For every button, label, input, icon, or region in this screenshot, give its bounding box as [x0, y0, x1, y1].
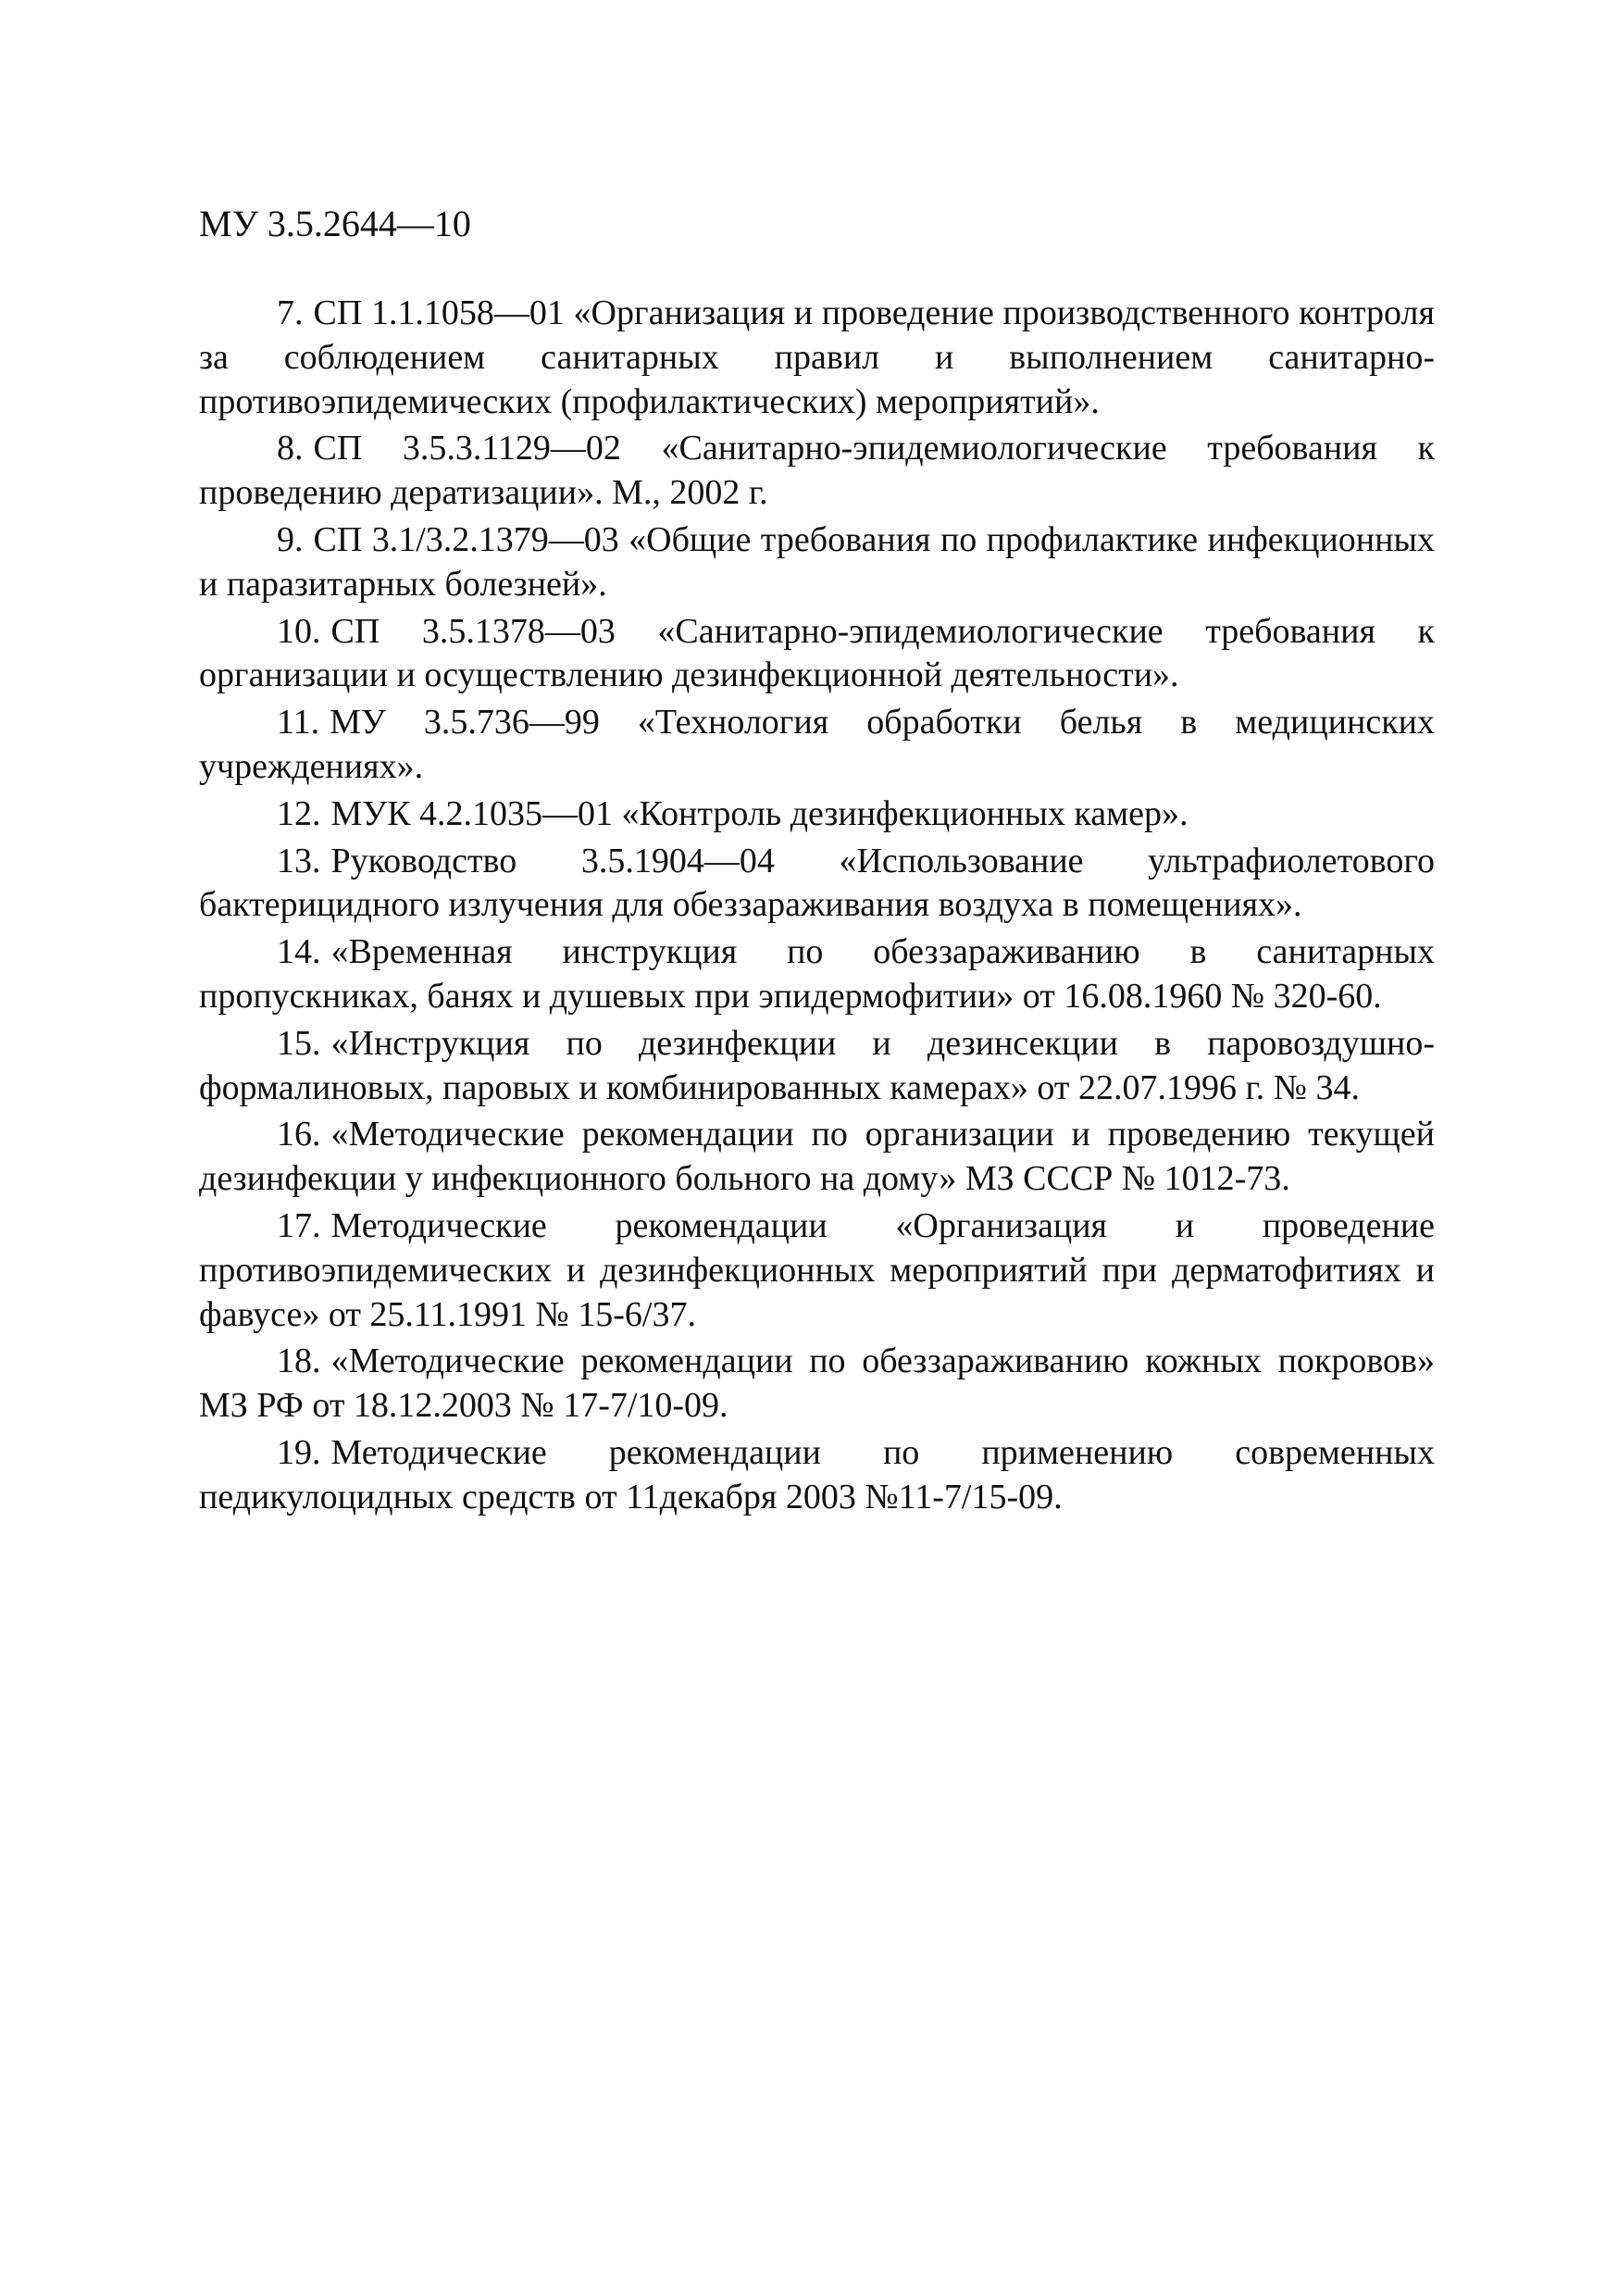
reference-item [199, 427, 1435, 516]
reference-text: Методические рекомендации «Организация и проведение противоэпидемических и дезинфекционных мероприятий при дерматофитиях и фавусе» от 25.11.1991 № 15-6/37. [199, 1205, 1435, 1334]
reference-text: СП 3.5.1378—03 «Санитарно-эпидемиологические требования к организации и осуществлению дезинфекционной деятельности». [199, 611, 1435, 695]
reference-list [199, 292, 1435, 1523]
reference-number: 18. [277, 1341, 321, 1381]
reference-number: 13. [277, 841, 321, 880]
reference-number: 10. [277, 611, 321, 651]
reference-item [199, 1431, 1435, 1520]
reference-number: 9. [277, 519, 304, 559]
reference-item [199, 610, 1435, 699]
reference-item [199, 930, 1435, 1019]
reference-number: 11. [277, 703, 320, 742]
reference-number: 12. [277, 793, 321, 833]
reference-text: Руководство 3.5.1904—04 «Использование ультрафиолетового бактерицидного излучения для обеззараживания воздуха в помещениях». [199, 841, 1435, 925]
reference-item [199, 840, 1435, 929]
reference-text: «Методические рекомендации по организации и проведению текущей дезинфекции у инфекционного больного на дому» МЗ СССР № 1012-73. [199, 1115, 1435, 1199]
reference-text: МУК 4.2.1035—01 «Контроль дезинфекционных камер». [330, 793, 1189, 833]
reference-number: 14. [277, 932, 321, 972]
reference-text: «Методические рекомендации по обеззараживанию кожных покровов» МЗ РФ от 18.12.2003 № 17-7/10-09. [199, 1341, 1435, 1426]
reference-text: СП 3.1/3.2.1379—03 «Общие требования по профилактике инфекционных и паразитарных болезней». [199, 519, 1435, 604]
reference-item [199, 292, 1435, 424]
reference-text: СП 3.5.3.1129—02 «Санитарно-эпидемиологические требования к проведению дератизации». М., 2002 г. [199, 429, 1435, 513]
reference-item [199, 701, 1435, 790]
reference-item [199, 792, 1435, 837]
reference-number: 15. [277, 1023, 321, 1063]
reference-number: 17. [277, 1205, 321, 1245]
reference-item [199, 1022, 1435, 1111]
page-header-doc-code: МУ 3.5.2644—10 [199, 203, 471, 244]
reference-text: МУ 3.5.736—99 «Технология обработки белья в медицинских учреждениях». [199, 703, 1435, 786]
reference-number: 19. [277, 1432, 321, 1472]
reference-number: 16. [277, 1115, 321, 1154]
reference-text: Методические рекомендации по применению современных педикулоцидных средств от 11декабря 2003 №11-7/15-09. [199, 1432, 1435, 1516]
reference-item [199, 1340, 1435, 1429]
reference-text: «Временная инструкция по обеззараживанию в санитарных пропускниках, банях и душевых при эпидермофитии» от 16.08.1960 № 320-60. [199, 932, 1435, 1016]
reference-item [199, 1204, 1435, 1337]
reference-number: 7. [277, 293, 304, 332]
reference-number: 8. [277, 429, 304, 468]
reference-text: СП 1.1.1058—01 «Организация и проведение производственного контроля за соблюдением санитарных правил и выполнением санитарно-противоэпидемических (профилактических) мероприятий». [199, 293, 1435, 421]
reference-item [199, 1113, 1435, 1202]
reference-item [199, 518, 1435, 607]
reference-text: «Инструкция по дезинфекции и дезинсекции в паровоздушно-формалиновых, паровых и комбинированных камерах» от 22.07.1996 г. № 34. [199, 1023, 1435, 1107]
